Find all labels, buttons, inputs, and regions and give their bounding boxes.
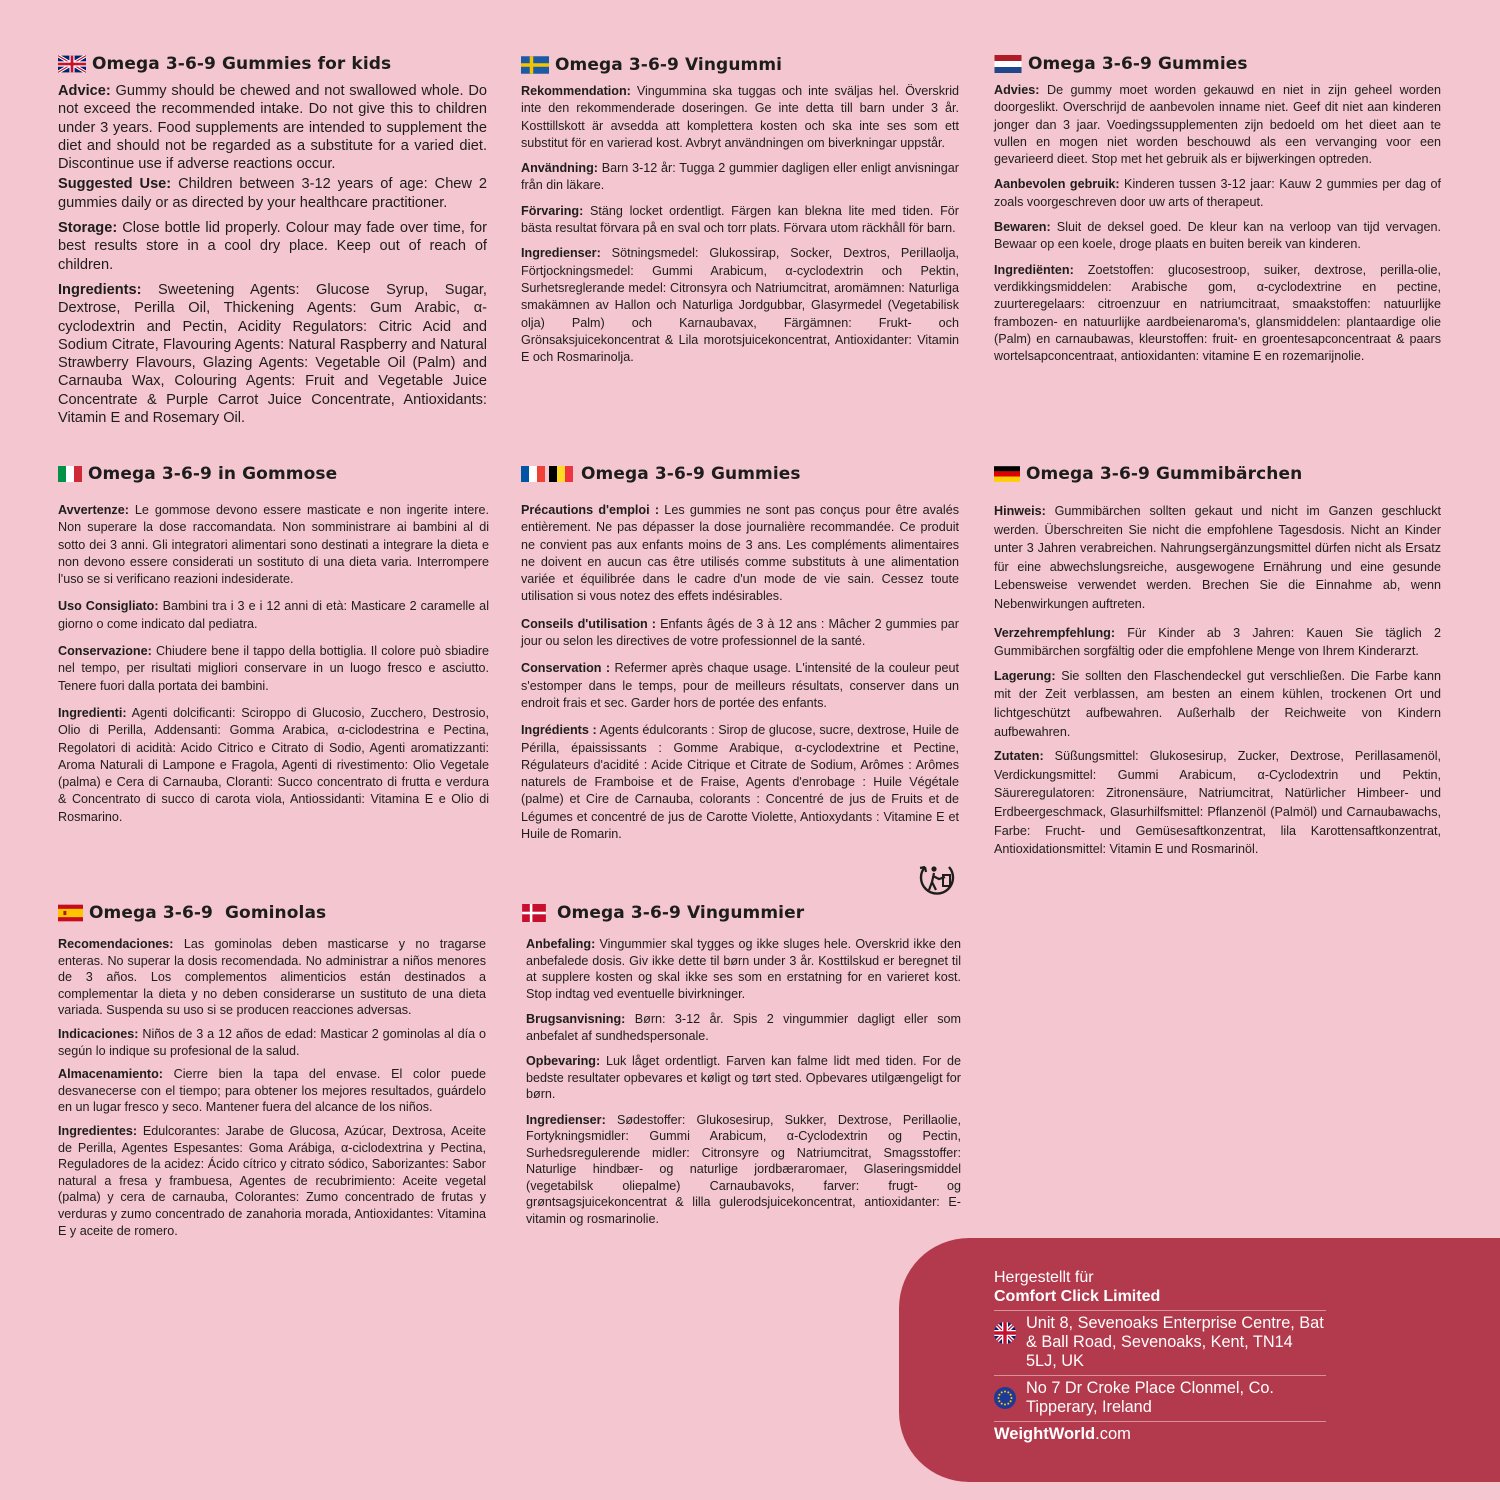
spain-flag-icon	[58, 904, 83, 922]
dk-recommendation: Anbefaling: Vingummier skal tygges og ikke sluges hele. Overskrid ikke den anbefalede dosis. Giv ikke dette til børn under 3 år. Kosttilskud er beregnet til at supplere kosten og skal ikke ses som en erstatning for en varieret kost. Stop indtag ved eventuelle bivirkninger.	[526, 937, 961, 1001]
nl-section	[994, 52, 1441, 372]
de-heading	[994, 462, 1441, 486]
se-use: Användning: Barn 3-12 år: Tugga 2 gummier dagligen eller enligt anvisningar från din läkare.	[521, 161, 959, 193]
it-use: Uso Consigliato: Bambini tra i 3 e i 12 anni di età: Masticare 2 caramelle al giorno o come indicato dal pediatra.	[58, 599, 489, 631]
dk-storage: Opbevaring: Luk låget ordentligt. Farven kan falme lidt med tiden. For de bedste resultater opbevares et køligt og tørt sted. Opbevares utilgængeligt for børn.	[526, 1054, 961, 1101]
uk-ingredients: Ingredients: Sweetening Agents: Glucose Syrup, Sugar, Dextrose, Perilla Oil, Thickening Agents: Gum Arabic, α-cyclodextrin and Pectin, Acidity Regulators: Citric Acid and Sodium Citrate, Flavouring Agents: Natural Raspberry and Natural Strawberry Flavours, Glazing Agents: Vegetable Oil (Palm) and Carnauba Wax, Colouring Agents: Fruit and Vegetable Juice Concentrate & Purple Carrot Juice Concentrate, Antioxidants: Vitamin E and Rosemary Oil.	[58, 281, 487, 427]
uk-suggested-use: Suggested Use: Children between 3-12 years of age: Chew 2 gummies daily or as directed by your healthcare practitioner.	[58, 176, 488, 211]
se-ingredients: Ingredienser: Sötningsmedel: Glukossirap, Socker, Dextros, Perillaolja, Förtjockningsmedel: Gummi Arabicum, α-cyclodextrin och Pektin, Surhetsreglerande medel: Citronsyra och Natriumcitrat, aromämnen: Naturliga smakämnen av Hallon och Naturliga Jordgubbar, Glasyrmedel (Vegetabilisk olja) Palm) och Karnaubavax, Färgämnen: Frukt- och Grönsaksjuicekoncentrat & Lila morotsjuicekoncentrat, Antioxidanter: Vitamin E och Rosmarinolja.	[521, 246, 959, 365]
manufacturer-panel	[899, 1238, 1500, 1482]
dk-ingredients: Ingredienser: Sødestoffer: Glukosesirup, Sukker, Dextrose, Perillaolie, Fortykningsmidler: Gummi Arabicum, α-Cyclodextrin og Pectin, Surhedsregulerende midler: Citronsyre og Natriumcitrat, Smagsstoffer: Naturlige hindbær- og naturlige jordbæraromaer, Glaseringsmiddel (vegetabilsk oliepalme) Carnaubavoks, farver: frugt- og grøntsagsjuicekoncentrat & lilla gulerodsjuicekoncentrat, antioxidanter: E-vitamin og rosmarinolie.	[526, 1112, 961, 1226]
de-use: Verzehrempfehlung: Für Kinder ab 3 Jahren: Kauen Sie täglich 2 Gummibärchen sorgfältig oder die empfohlene Menge von Ihrem Kinderarzt.	[994, 625, 1441, 659]
se-heading	[521, 53, 959, 77]
eu-flag-icon	[994, 1387, 1016, 1409]
dk-use: Brugsanvisning: Børn: 3-12 år. Spis 2 vingummier dagligt eller som anbefalet af sundhedspersonale.	[526, 1012, 961, 1043]
it-section	[58, 462, 489, 833]
se-section	[521, 53, 959, 373]
sweden-flag-icon	[521, 56, 549, 74]
de-note: Hinweis: Gummibärchen sollten gekaut und nicht im Ganzen geschluckt werden. Überschreiten Sie nicht die empfohlene Tagesdosis. Nicht an Kinder unter 3 Jahren verabreichen. Nahrungsergänzungsmittel dürfen nicht als Ersatz für eine abwechslungsreiche, ausgewogene Ernährung und eine gesunde Lebensweise verwendet werden. Brechen Sie die Einnahme ab, wenn Nebenwirkungen auftreten.	[994, 504, 1441, 611]
belgium-flag-icon	[549, 465, 573, 483]
it-ingredients: Ingredienti: Agenti dolcificanti: Sciroppo di Glucosio, Zucchero, Destrosio, Olio di Perilla, Addensanti: Gomma Arabica, α-ciclodestrina e Pectina, Regolatori di acidità: Acido Citrico e Citrato di Sodio, Agenti aromatizzanti: Aroma Naturali di Lampone e Fragola, Agenti di rivestimento: Olio Vegetale (palma) e Cera di Carnauba, Cloranti: Succo concentrato di frutta e verdura & Concentrato di succo di carota viola, Antiossidanti: Vitamina E e Olio di Rosmarino.	[58, 705, 489, 824]
nl-title: Omega 3-6-9 Gummies	[1028, 54, 1248, 74]
de-storage: Lagerung: Sie sollten den Flaschendeckel gut verschließen. Die Farbe kann mit der Zeit verblassen, am besten an einem kühlen, trockenen Ort und lichtgeschützt aufbewahren. Außerhalb der Reichweite von Kindern aufbewahren.	[994, 668, 1441, 739]
uk-section	[58, 52, 487, 434]
es-title: Omega 3-6-9 Gominolas	[89, 903, 327, 923]
se-storage: Förvaring: Stäng locket ordentligt. Färgen kan blekna lite med tiden. För bästa resultat förvara på en sval och torr plats. Förvara utom räckhåll för barn.	[521, 203, 959, 236]
fr-title: Omega 3-6-9 Gummies	[581, 464, 801, 484]
it-title: Omega 3-6-9 in Gommose	[88, 464, 338, 484]
nl-storage: Bewaren: Sluit de deksel goed. De kleur kan na verloop van tijd vervagen. Bewaar op een koele, droge plaats en buiten bereik van kinderen.	[994, 220, 1441, 252]
de-section	[994, 462, 1441, 866]
uk-storage: Storage: Close bottle lid properly. Colour may fade over time, for best results store in a cool dry place. Keep out of reach of children.	[58, 220, 487, 273]
se-recommendation: Rekommendation: Vingummina ska tuggas och inte sväljas hel. Överskrid inte den rekommenderade doseringen. Ge inte detta till barn under 3 år. Kosttillskott är avsedda att komplettera kosten och ska inte ses som ett substitut för en varierad kost. Avbryt användningen om biverkningar uppstår.	[521, 84, 959, 150]
uk-heading	[58, 52, 487, 76]
de-title: Omega 3-6-9 Gummibärchen	[1026, 464, 1303, 484]
es-use: Indicaciones: Niños de 3 a 12 años de edad: Masticar 2 gominolas al día o según lo indique su profesional de la salud.	[58, 1026, 486, 1058]
uk-title: Omega 3-6-9 Gummies for kids	[92, 54, 392, 74]
fr-storage: Conservation : Refermer après chaque usage. L'intensité de la couleur peut s'estomper dans le temps, pour de meilleurs résultats, conserver dans un endroit frais et sec. Garder hors de portée des enfants.	[521, 661, 959, 710]
fr-heading	[521, 462, 959, 486]
it-storage: Conservazione: Chiudere bene il tappo della bottiglia. Il colore può sbiadire nel tempo, per risultati migliori conservare in un luogo fresco e asciutto. Tenere fuori dalla portata dei bambini.	[58, 644, 489, 693]
es-section	[58, 901, 486, 1246]
fr-use: Conseils d'utilisation : Enfants âgés de 3 à 12 ans : Mâcher 2 gummies par jour ou selon les directives de votre professionnel de la santé.	[521, 616, 960, 649]
es-ingredients: Ingredientes: Edulcorantes: Jarabe de Glucosa, Azúcar, Dextrosa, Aceite de Perilla, Agentes Espesantes: Goma Arábiga, α-ciclodextrina y Pectina, Reguladores de la acidez: Ácido cítrico y citrato sódico, Saborizantes: Sabor natural a fresa y frambuesa, Agentes de recubrimiento: Aceite vegetal (palma) y cera de carnauba, Colorantes: Zumo concentrado de frutas y verduras y zumo concentrado de zanahoria morada, Antioxidantes: Vitamina E y aceite de romero.	[58, 1123, 486, 1238]
company-name: Comfort Click Limited	[994, 1288, 1161, 1305]
es-heading	[58, 901, 486, 925]
se-title: Omega 3-6-9 Vingummi	[555, 55, 783, 75]
nl-advice: Advies: De gummy moet worden gekauwd en niet in zijn geheel worden doorgeslikt. Overschrijd de aanbevolen inname niet. Geef dit niet aan kinderen jonger dan 3 jaar. Voedingssupplementen zijn bedoeld om het dieet aan te vullen en mogen niet worden beschouwd als een vervanging voor een gevarieerd dieet. Stop met het gebruik als er bijwerkingen optreden.	[994, 83, 1441, 167]
it-warnings: Avvertenze: Le gommose devono essere masticate e non ingerite intere. Non superare la dose raccomandata. Non somministrare ai bambini al di sotto dei 3 anni. Gli integratori alimentari sono destinati a integrare la dieta e non devono essere considerati un sostituto di una dieta varia. Interrompere l'uso se si verificano reazioni indesiderate.	[58, 503, 489, 587]
germany-flag-icon	[994, 465, 1020, 483]
es-recommendations: Recomendaciones: Las gominolas deben masticarse y no tragarse enteras. No superar la dosis recomendada. No administrar a niños menores de 3 años. Los complementos alimenticios están destinados a complementar la dieta y no deben considerarse un sustituto de una dieta variada. Suspenda su uso si se producen reacciones adversas.	[58, 937, 486, 1018]
nl-heading	[994, 52, 1441, 76]
fr-ingredients: Ingrédients : Agents édulcorants : Sirop de glucose, sucre, dextrose, Huile de Périlla, épaississants : Gomme Arabique, α-cyclodextrine et Pectine, Régulateurs d'acidité : Acide Citrique et Citrate de Sodium, Arômes : Arômes naturels de Framboise et de Fraise, Agents d'enrobage : Huile Végétale (palme) et Cire de Carnauba, colorants : Concentré de jus de Fruits et de Légumes et concentré de jus de Carotte Violette, Antioxydants : Vitamine E et Huile de Romarin.	[521, 723, 959, 842]
denmark-flag-icon	[521, 904, 547, 922]
fr-section	[521, 462, 959, 850]
dk-heading	[521, 901, 961, 925]
italy-flag-icon	[58, 465, 82, 483]
netherlands-flag-icon	[994, 55, 1022, 73]
fr-precautions: Précautions d'emploi : Les gummies ne sont pas conçus pour être avalés entièrement. Ne pas dépasser la dose journalière recommandée. Ce produit ne convient pas aux enfants moins de 3 ans. Les compléments alimentaires ne doivent en aucun cas être utilisés comme substituts à une alimentation variée et équilibrée dans le cadre d'un mode de vie sain. Cessez toute utilisation si vous notez des effets indésirables.	[521, 503, 960, 604]
de-ingredients: Zutaten: Süßungsmittel: Glukosesirup, Zucker, Dextrose, Perillasamenöl, Verdickungsmittel: Gummi Arabicum, α-Cyclodextrin und Pektin, Säureregulatoren: Zitronensäure, Natriumcitrat, Natürlicher Himbeer- und Erdbeergeschmack, Glasurhilfsmittel: Pflanzenöl (Palmöl) und Carnaubawachs, Farbe: Frucht- und Gemüsesaftkonzentrat, lila Karottensaftkonzentrat, Antioxidationsmittel: Vitamin E und Rosmarinöl.	[994, 749, 1441, 857]
dk-section	[521, 901, 961, 1234]
dk-title: Omega 3-6-9 Vingummier	[557, 903, 805, 923]
france-flag-icon	[521, 465, 545, 483]
uk-flag-icon	[58, 55, 86, 73]
nl-use: Aanbevolen gebruik: Kinderen tussen 3-12 jaar: Kauw 2 gummies per dag of zoals voorgeschreven door uw arts of therapeut.	[994, 177, 1442, 209]
uk-flag-icon	[994, 1322, 1016, 1344]
eu-address: No 7 Dr Croke Place Clonmel, Co. Tipperary, Ireland	[994, 1376, 1326, 1421]
recycle-icon	[917, 859, 957, 897]
uk-advice: Advice: Gummy should be chewed and not swallowed whole. Do not exceed the recommended intake. Do not give this to children under 3 years. Food supplements are intended to supplement the diet and should not be regarded as a substitute for a varied diet. Discontinue use if adverse reactions occur.	[58, 83, 487, 173]
uk-address: Unit 8, Sevenoaks Enterprise Centre, Bat & Ball Road, Sevenoaks, Kent, TN14 5LJ, UK	[994, 1311, 1326, 1375]
website[interactable]: WeightWorld.com	[994, 1425, 1131, 1443]
es-storage: Almacenamiento: Cierre bien la tapa del envase. El color puede desvanecerse con el tiempo; para obtener los mejores resultados, guárdelo en un lugar fresco y seco. Mantener fuera del alcance de los niños.	[58, 1067, 486, 1115]
made-for-label: Hergestellt für	[994, 1269, 1094, 1286]
nl-ingredients: Ingrediënten: Zoetstoffen: glucosestroop, suiker, dextrose, perilla-olie, verdikkingsmiddelen: Arabische gom, α-cyclodextrine en pectine, zuurteregelaars: citroenzuur en natriumcitraat, smaakstoffen: natuurlijke frambozen- en natuurlijke aardbeienaroma's, glansmiddelen: plantaardige olie (Palm) en carnaubawas, kleurstoffen: fruit- en groentesapconcentraat & paars wortelsapconcentraat, antioxidanten: vitamine E en rozemarijnolie.	[994, 262, 1441, 364]
it-heading	[58, 462, 489, 486]
